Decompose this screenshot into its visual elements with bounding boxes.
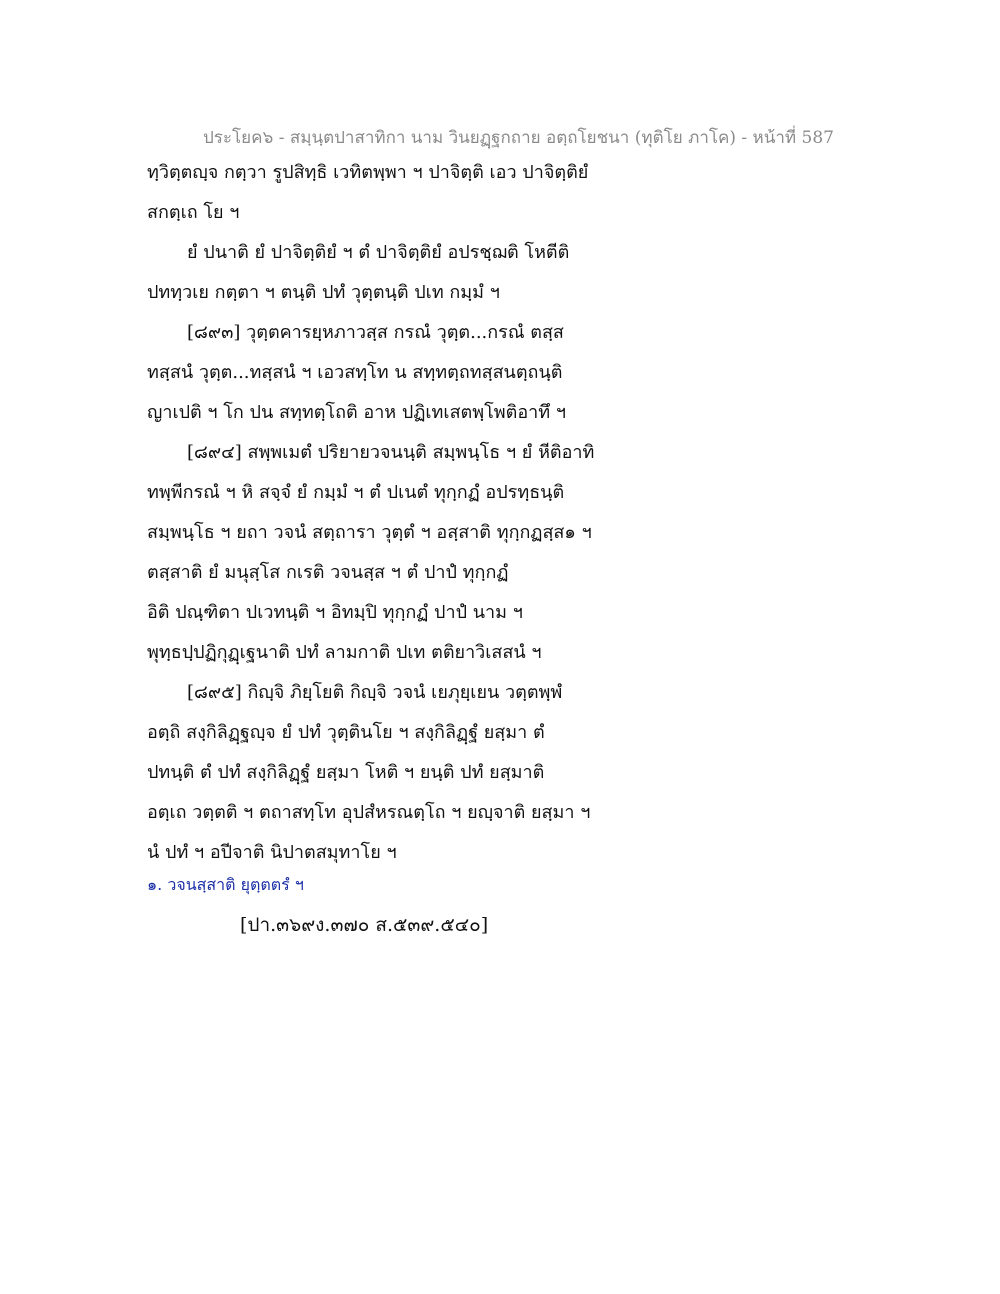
page-reference: [ปา.๓๖๙ง.๓๗๐ ส.๕๓๙.๕๔๐] (240, 914, 489, 936)
body-text (147, 156, 867, 876)
text-line: [๘๙๓] วุตฺตคารยฺหภาวสฺส กรณํ วุตฺต...กรณํ ตสฺส (187, 322, 564, 343)
text-line: ปททฺวเย กตฺตา ฯ ตนฺติ ปทํ วุตฺตนฺติ ปเท กมฺมํ ฯ (147, 282, 500, 303)
text-line: ทสฺสนํ วุตฺต...ทสฺสนํ ฯ เอวสทฺโท น สทฺทตฺถทสฺสนตฺถนฺติ (147, 362, 563, 383)
text-line: ญาเปติ ฯ โก ปน สทฺทตฺโถติ อาห ปฏิเทเสตพฺโพติอาทึ ฯ (147, 402, 566, 423)
text-line: ปทนฺติ ตํ ปทํ สงฺกิลิฏฺฐํ ยสฺมา โหติ ฯ ยนฺติ ปทํ ยสฺมาติ (147, 762, 545, 783)
text-line: อตฺเถ วตฺตติ ฯ ตถาสทฺโท อุปสํหรณตฺโถ ฯ ยญฺจาติ ยสฺมา ฯ (147, 802, 591, 823)
footnote: ๑. วจนสฺสาติ ยุตฺตตรํ ฯ (147, 875, 304, 894)
text-line: อตฺถิ สงฺกิลิฏฺฐญฺจ ยํ ปทํ วุตฺตินโย ฯ สงฺกิลิฏฺฐํ ยสฺมา ตํ (147, 722, 545, 743)
text-line: ทฺวิตฺตญฺจ กตฺวา รูปสิทฺธิ เวทิตพฺพา ฯ ปาจิตฺติ เอว ปาจิตฺติยํ (147, 162, 589, 183)
text-line: ยํ ปนาติ ยํ ปาจิตฺติยํ ฯ ตํ ปาจิตฺติยํ อปรชฺฌติ โหตีติ (187, 242, 570, 263)
text-line: [๘๙๔] สพฺพเมตํ ปริยายวจนนฺติ สมฺพนฺโธ ฯ ยํ หีติอาทิ (187, 442, 595, 463)
text-line: พุทฺธปฺปฏิกุฏฺเฐนาติ ปทํ ลามกาติ ปเท ตติยาวิเสสนํ ฯ (147, 642, 542, 663)
text-line: ทพฺพีกรณํ ฯ หิ สจฺจํ ยํ กมฺมํ ฯ ตํ ปเนตํ ทุกฺกฏํ อปรทฺธนฺติ (147, 482, 565, 503)
text-line: สมฺพนฺโธ ฯ ยถา วจนํ สตฺถารา วุตฺตํ ฯ อสฺสาติ ทุกฺกฏสฺส๑ ฯ (147, 522, 592, 543)
text-line: สกตฺเถ โย ฯ (147, 202, 240, 223)
text-line: นํ ปทํ ฯ อปีจาติ นิปาตสมุทาโย ฯ (147, 842, 397, 863)
text-line: ตสฺสาติ ยํ มนุสฺโส กเรติ วจนสฺส ฯ ตํ ปาปํ ทุกฺกฏํ (147, 562, 509, 583)
text-line: [๘๙๕] กิญฺจิ ภิยฺโยติ กิญฺจิ วจนํ เยภุยฺเยน วตฺตพฺพํ (187, 682, 563, 703)
text-line: อิติ ปณฺฑิตา ปเวทนฺติ ฯ อิทมฺปิ ทุกฺกฏํ ปาปํ นาม ฯ (147, 602, 523, 623)
running-header: ประโยค๖ - สมฺนฺตปาสาทิกา นาม วินยฏฺฐกถาย อตฺถโยชนา (ทุติโย ภาโค) - หน้าที่ 587 (203, 128, 834, 148)
